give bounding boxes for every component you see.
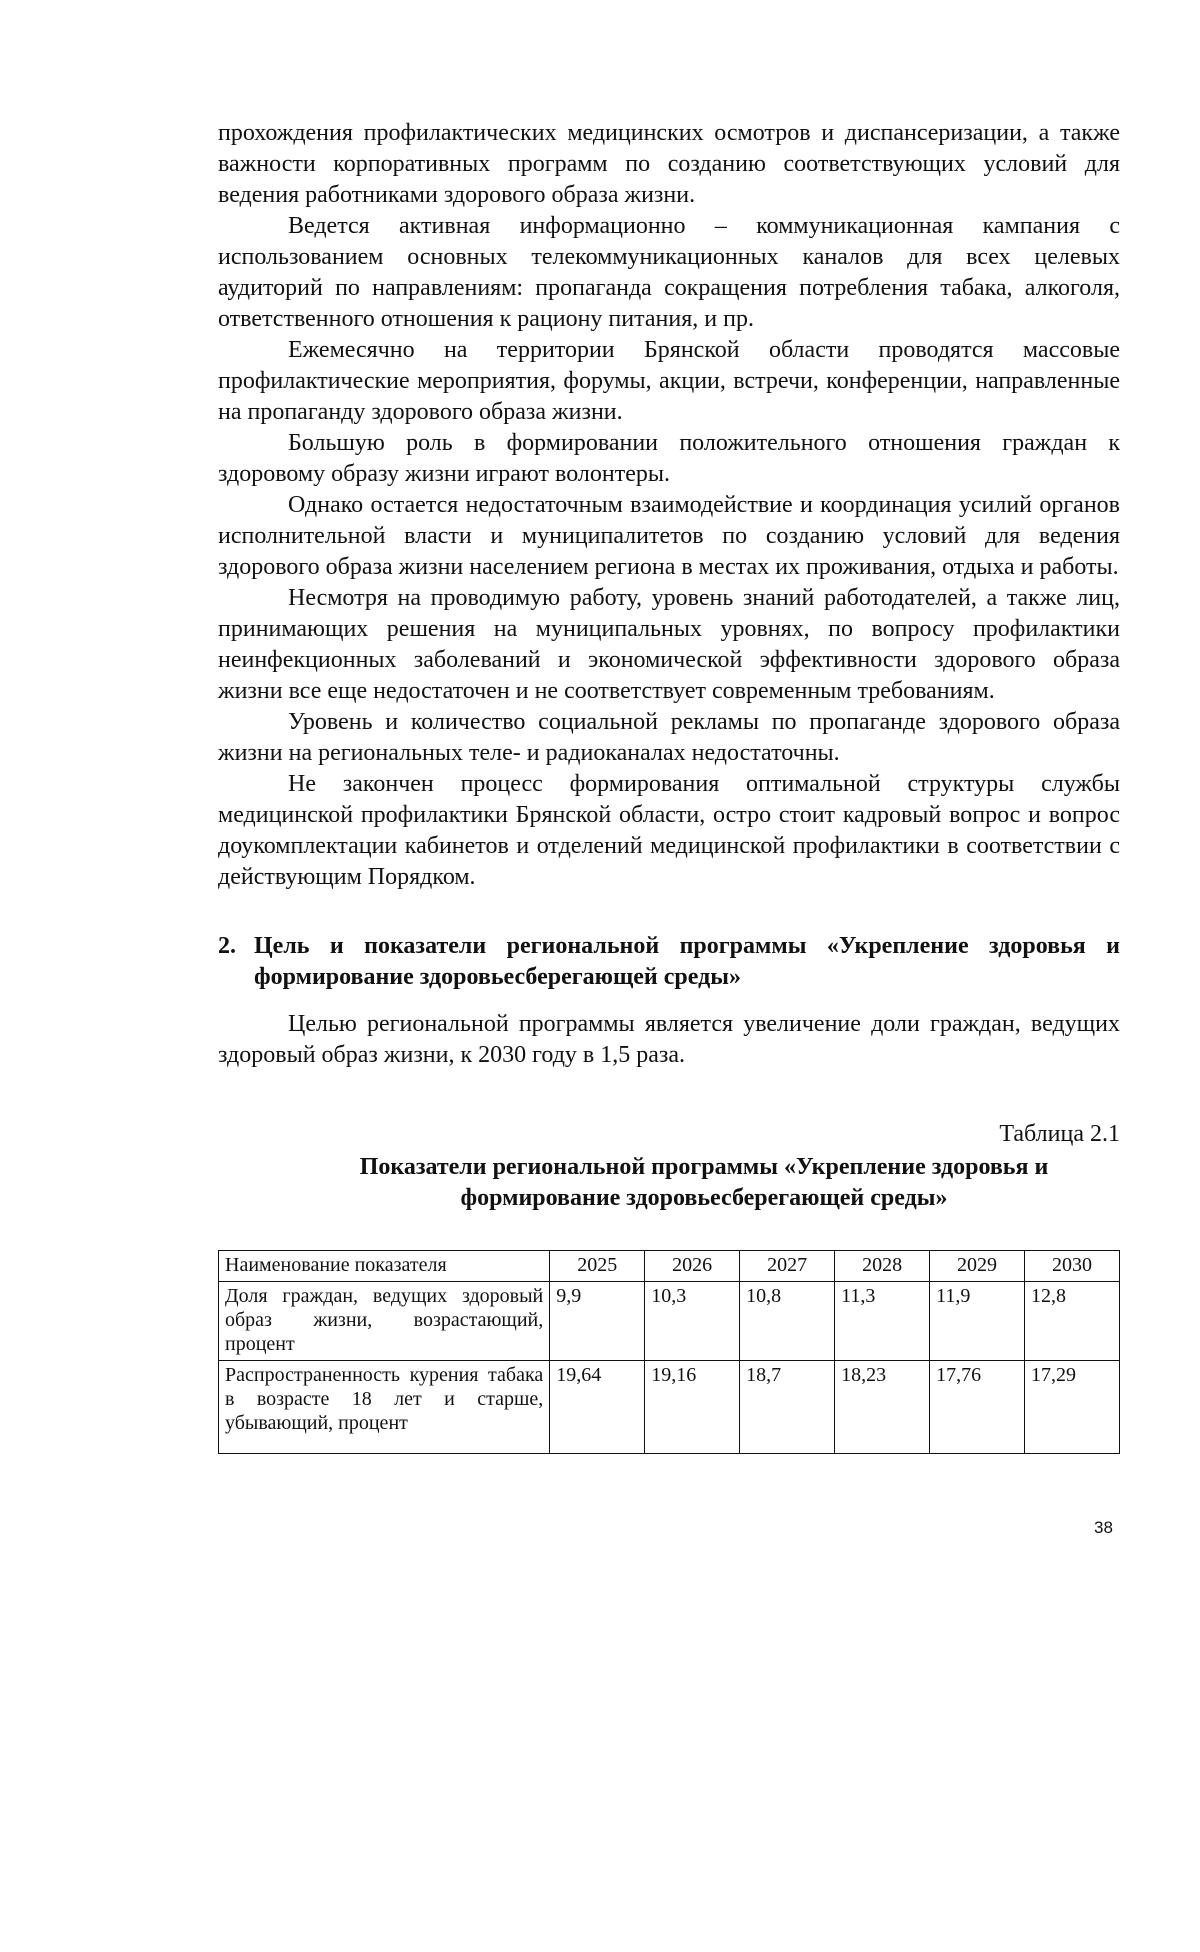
table-row (219, 1361, 1120, 1454)
value-cell: 18,23 (835, 1361, 930, 1454)
indicator-name-cell: Доля граждан, ведущих здоровый образ жизни, возрастающий, процент (219, 1282, 550, 1361)
value-cell: 17,29 (1025, 1361, 1120, 1454)
section-title: Цель и показатели региональной программы «Укрепление здоровья и формирование здоровьесберегающей среды» (254, 933, 1120, 990)
document-page (218, 118, 1120, 1454)
header-cell-year: 2025 (550, 1251, 645, 1282)
indicator-name-cell: Распространенность курения табака в возрасте 18 лет и старше, убывающий, процент (219, 1361, 550, 1454)
value-cell: 18,7 (740, 1361, 835, 1454)
value-cell: 11,3 (835, 1282, 930, 1361)
value-cell: 17,76 (930, 1361, 1025, 1454)
table-title: Показатели региональной программы «Укрепление здоровья и формирование здоровьесберегающей среды» (359, 1154, 1049, 1211)
header-cell-year: 2028 (835, 1251, 930, 1282)
header-cell-year: 2026 (645, 1251, 740, 1282)
header-cell-indicator: Наименование показателя (219, 1251, 550, 1282)
section-heading (218, 931, 1120, 993)
value-cell: 9,9 (550, 1282, 645, 1361)
body-paragraph: Ежемесячно на территории Брянской области проводятся массовые профилактические мероприятия, форумы, акции, встречи, конференции, направленные на пропаганду здорового образа жизни. (218, 337, 1120, 425)
section-number: 2. (218, 933, 236, 959)
table-caption: Таблица 2.1 (999, 1121, 1120, 1147)
goal-paragraph: Целью региональной программы является увеличение доли граждан, ведущих здоровый образ жизни, к 2030 году в 1,5 раза. (218, 1011, 1120, 1068)
body-paragraph: прохождения профилактических медицинских осмотров и диспансеризации, а также важности корпоративных программ по созданию соответствующих условий для ведения работниками здорового образа жизни. (218, 120, 1120, 208)
body-paragraph: Однако остается недостаточным взаимодействие и координация усилий органов исполнительной власти и муниципалитетов по созданию условий для ведения здорового образа жизни населением региона в местах их проживания, отдыха и работы. (218, 492, 1120, 580)
value-cell: 19,16 (645, 1361, 740, 1454)
body-paragraph: Ведется активная информационно – коммуникационная кампания с использованием основных телекоммуникационных каналов для всех целевых аудиторий по направлениям: пропаганда сокращения потребления табака, алкоголя, ответственного отношения к рациону питания, и пр. (218, 213, 1120, 332)
indicators-table (218, 1250, 1120, 1454)
body-paragraph: Не закончен процесс формирования оптимальной структуры службы медицинской профилактики Брянской области, остро стоит кадровый вопрос и вопрос доукомплектации кабинетов и отделений медицинской профилактики в соответствии с действующим Порядком. (218, 771, 1120, 890)
table-header-row (219, 1251, 1120, 1282)
value-cell: 10,8 (740, 1282, 835, 1361)
page-number: 38 (1094, 1518, 1113, 1537)
body-paragraph: Несмотря на проводимую работу, уровень знаний работодателей, а также лиц, принимающих решения на муниципальных уровнях, по вопросу профилактики неинфекционных заболеваний и экономической эффективности здорового образа жизни все еще недостаточен и не соответствует современным требованиям. (218, 585, 1120, 704)
header-cell-year: 2029 (930, 1251, 1025, 1282)
value-cell: 19,64 (550, 1361, 645, 1454)
value-cell: 10,3 (645, 1282, 740, 1361)
table-row (219, 1282, 1120, 1361)
body-paragraph: Большую роль в формировании положительного отношения граждан к здоровому образу жизни играют волонтеры. (218, 430, 1120, 487)
value-cell: 12,8 (1025, 1282, 1120, 1361)
header-cell-year: 2030 (1025, 1251, 1120, 1282)
body-paragraph: Уровень и количество социальной рекламы по пропаганде здорового образа жизни на региональных теле- и радиоканалах недостаточны. (218, 709, 1120, 766)
header-cell-year: 2027 (740, 1251, 835, 1282)
value-cell: 11,9 (930, 1282, 1025, 1361)
